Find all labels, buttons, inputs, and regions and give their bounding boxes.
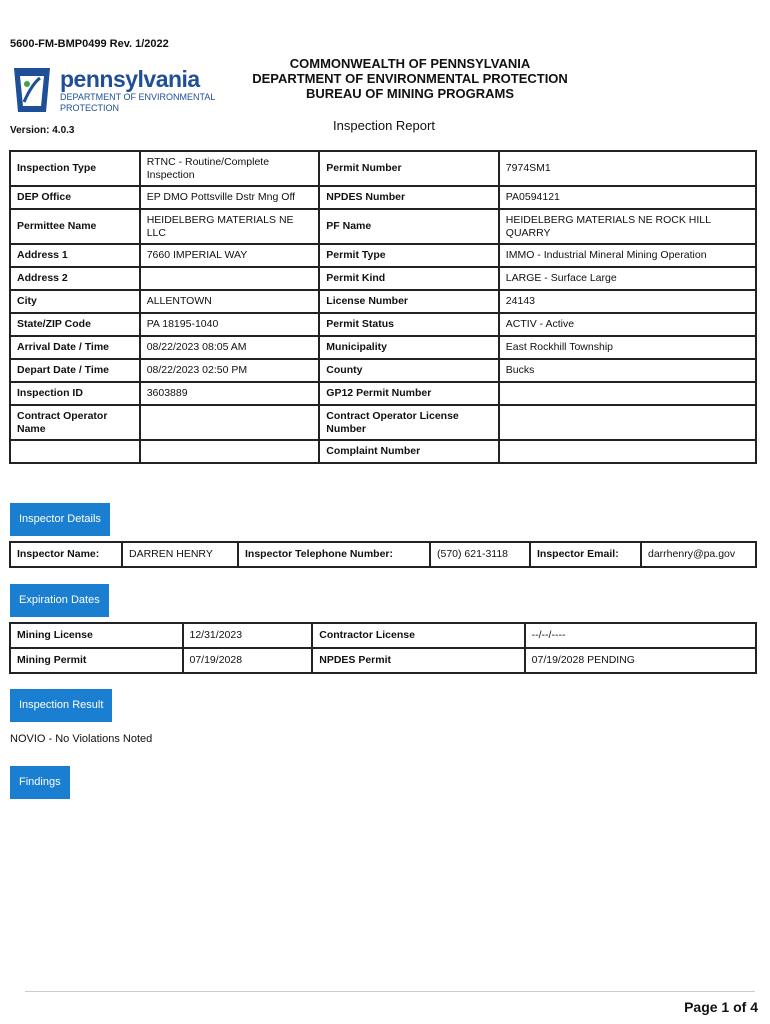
- field-value: 7660 IMPERIAL WAY: [140, 244, 320, 267]
- field-value: 07/19/2028: [183, 648, 313, 673]
- field-label: Address 1: [10, 244, 140, 267]
- field-label: Contractor License: [312, 623, 524, 648]
- field-value: [140, 405, 320, 440]
- version-label: Version: 4.0.3: [10, 125, 75, 136]
- field-label: Inspection Type: [10, 151, 140, 186]
- field-value: [499, 382, 756, 405]
- logo-dept-text: [60, 92, 215, 114]
- header-line3: BUREAU OF MINING PROGRAMS: [306, 86, 514, 101]
- logo-dept-line2: PROTECTION: [60, 103, 120, 113]
- field-label: Address 2: [10, 267, 140, 290]
- header-line2: DEPARTMENT OF ENVIRONMENTAL PROTECTION: [252, 71, 568, 86]
- field-label: GP12 Permit Number: [319, 382, 499, 405]
- field-value: [499, 440, 756, 463]
- field-label: NPDES Number: [319, 186, 499, 209]
- table-row: [10, 151, 756, 186]
- inspector-name: DARREN HENRY: [122, 542, 238, 567]
- field-label: City: [10, 290, 140, 313]
- field-label: NPDES Permit: [312, 648, 524, 673]
- inspector-table: [9, 541, 757, 568]
- header-line1: COMMONWEALTH OF PENNSYLVANIA: [289, 56, 531, 71]
- field-label: County: [319, 359, 499, 382]
- field-label: Mining Permit: [10, 648, 183, 673]
- table-row: [10, 244, 756, 267]
- field-label: Contract Operator License Number: [319, 405, 499, 440]
- field-value: IMMO - Industrial Mineral Mining Operation: [499, 244, 756, 267]
- field-value: HEIDELBERG MATERIALS NE LLC: [140, 209, 320, 244]
- field-label: [10, 440, 140, 463]
- field-value: PA0594121: [499, 186, 756, 209]
- field-label: Mining License: [10, 623, 183, 648]
- field-value: ALLENTOWN: [140, 290, 320, 313]
- field-label: Municipality: [319, 336, 499, 359]
- field-label: Arrival Date / Time: [10, 336, 140, 359]
- inspection-info-table: [9, 150, 757, 464]
- keystone-icon: [10, 66, 54, 114]
- logo-dept-line1: DEPARTMENT OF ENVIRONMENTAL: [60, 92, 216, 102]
- field-label: Contract Operator Name: [10, 405, 140, 440]
- table-row: [10, 267, 756, 290]
- field-value: ACTIV - Active: [499, 313, 756, 336]
- table-row: [10, 290, 756, 313]
- field-value: 08/22/2023 08:05 AM: [140, 336, 320, 359]
- field-value: 7974SM1: [499, 151, 756, 186]
- page-number: Page 1 of 4: [684, 999, 758, 1015]
- field-value: HEIDELBERG MATERIALS NE ROCK HILL QUARRY: [499, 209, 756, 244]
- field-label: Permit Number: [319, 151, 499, 186]
- report-title: Inspection Report: [333, 118, 435, 133]
- field-value: RTNC - Routine/Complete Inspection: [140, 151, 320, 186]
- inspection-result-button[interactable]: Inspection Result: [10, 689, 112, 722]
- form-id: 5600-FM-BMP0499 Rev. 1/2022: [10, 38, 169, 50]
- table-row: [10, 186, 756, 209]
- field-value: 07/19/2028 PENDING: [525, 648, 756, 673]
- field-label: DEP Office: [10, 186, 140, 209]
- field-value: Bucks: [499, 359, 756, 382]
- table-row: [10, 336, 756, 359]
- field-value: East Rockhill Township: [499, 336, 756, 359]
- table-row: [10, 359, 756, 382]
- inspector-name-label: Inspector Name:: [10, 542, 122, 567]
- table-row: [10, 440, 756, 463]
- pa-dep-logo: [10, 66, 225, 116]
- field-value: LARGE - Surface Large: [499, 267, 756, 290]
- field-label: State/ZIP Code: [10, 313, 140, 336]
- inspector-phone: (570) 621-3118: [430, 542, 530, 567]
- table-row: [10, 313, 756, 336]
- field-value: 08/22/2023 02:50 PM: [140, 359, 320, 382]
- inspector-phone-label: Inspector Telephone Number:: [238, 542, 430, 567]
- field-value: EP DMO Pottsville Dstr Mng Off: [140, 186, 320, 209]
- field-value: --/--/----: [525, 623, 756, 648]
- field-label: Depart Date / Time: [10, 359, 140, 382]
- field-label: License Number: [319, 290, 499, 313]
- field-value: [499, 405, 756, 440]
- field-value: 3603889: [140, 382, 320, 405]
- field-label: Inspection ID: [10, 382, 140, 405]
- table-row: [10, 209, 756, 244]
- expiration-dates-button[interactable]: Expiration Dates: [10, 584, 109, 617]
- field-value: 12/31/2023: [183, 623, 313, 648]
- table-row: [10, 405, 756, 440]
- expiration-table: [9, 622, 757, 674]
- field-value: [140, 440, 320, 463]
- field-value: [140, 267, 320, 290]
- logo-wordmark: pennsylvania: [60, 66, 200, 92]
- inspector-details-button[interactable]: Inspector Details: [10, 503, 110, 536]
- table-row: [10, 648, 756, 673]
- inspector-email: darrhenry@pa.gov: [641, 542, 756, 567]
- field-label: Permit Kind: [319, 267, 499, 290]
- table-row: [10, 382, 756, 405]
- field-label: Permit Status: [319, 313, 499, 336]
- field-label: Permittee Name: [10, 209, 140, 244]
- field-label: Permit Type: [319, 244, 499, 267]
- inspection-result-text: NOVIO - No Violations Noted: [10, 733, 153, 745]
- field-value: PA 18195-1040: [140, 313, 320, 336]
- inspector-email-label: Inspector Email:: [530, 542, 641, 567]
- field-value: 24143: [499, 290, 756, 313]
- table-row: [10, 623, 756, 648]
- field-label: PF Name: [319, 209, 499, 244]
- field-label: Complaint Number: [319, 440, 499, 463]
- footer-divider: [25, 991, 755, 992]
- findings-button[interactable]: Findings: [10, 766, 70, 799]
